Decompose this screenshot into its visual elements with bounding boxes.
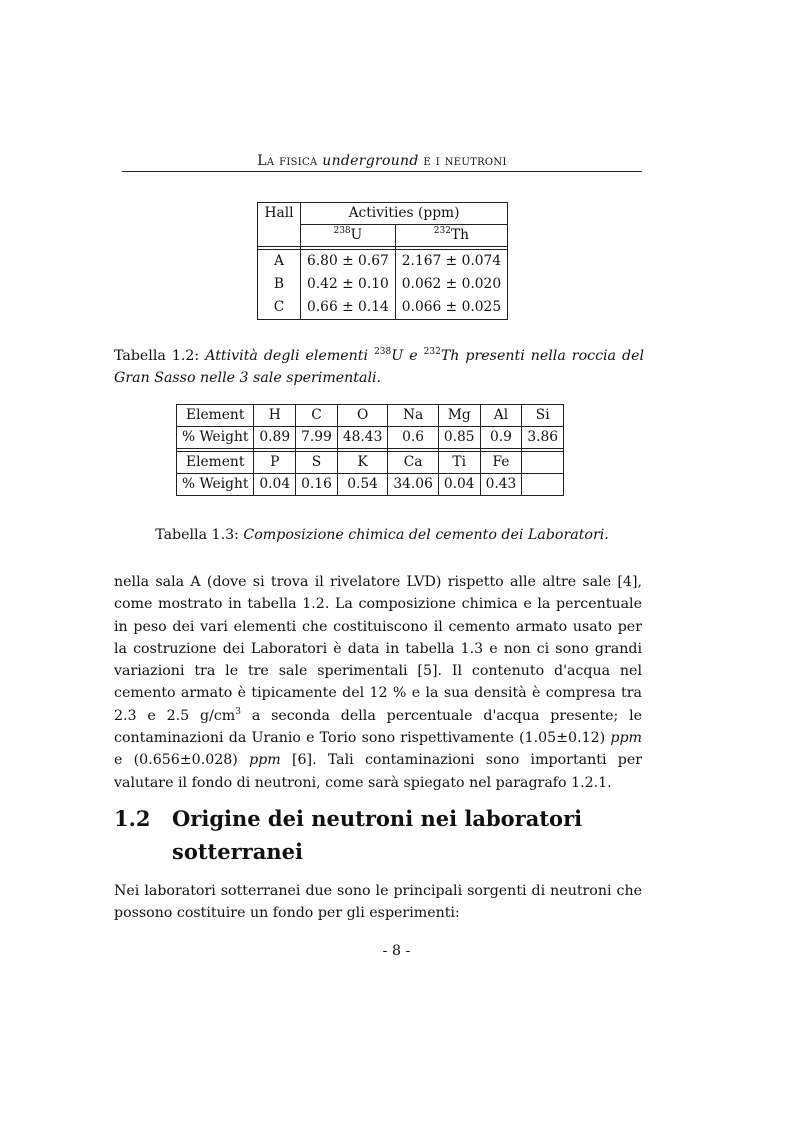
caption-table-1-3: [122, 524, 642, 546]
cell: 0.85: [438, 427, 480, 449]
table-row: [258, 250, 508, 274]
cell-hall: B: [258, 273, 301, 296]
cell-th: 2.167 ± 0.074: [395, 250, 507, 274]
cell: Na: [388, 405, 439, 427]
table-row: [258, 296, 508, 320]
cell-u: 0.42 ± 0.10: [301, 273, 396, 296]
table-row: [177, 474, 564, 496]
header-part-3: e i neutroni: [423, 153, 507, 169]
cell: 0.6: [388, 427, 439, 449]
cell: 3.86: [522, 427, 564, 449]
cell: H: [254, 405, 296, 427]
table-header-hall: Hall: [258, 203, 301, 247]
table-composition: [176, 404, 564, 496]
cell: Fe: [480, 452, 522, 474]
caption-label: Tabella 1.3:: [155, 527, 239, 543]
table-row: [177, 405, 564, 427]
cell: Si: [522, 405, 564, 427]
header-part-2: underground: [322, 153, 419, 169]
cell-u: 6.80 ± 0.67: [301, 250, 396, 274]
table-row: [177, 427, 564, 449]
cell: 0.16: [296, 474, 338, 496]
cell: 0.9: [480, 427, 522, 449]
section-title: Origine dei neutroni nei laboratori sotterranei: [172, 806, 583, 864]
page-number: - 8 -: [382, 943, 411, 959]
header-part-1: La fisica: [257, 153, 318, 169]
cell: Element: [177, 405, 254, 427]
cell-u: 0.66 ± 0.14: [301, 296, 396, 320]
cell: [522, 474, 564, 496]
cell: O: [337, 405, 388, 427]
cell: 0.89: [254, 427, 296, 449]
table-activities: [257, 202, 508, 320]
table-header-th: $^{232}$Th: [395, 225, 507, 247]
table-row: [258, 273, 508, 296]
caption-text: Composizione chimica del cemento dei Laboratori.: [243, 527, 609, 543]
cell: S: [296, 452, 338, 474]
cell: 48.43: [337, 427, 388, 449]
header-rule: [122, 171, 642, 172]
cell: [522, 452, 564, 474]
body-paragraph: nella sala A (dove si trova il rivelatore LVD) rispetto alle altre sale [4], come mostrato in tabella 1.2. La composizione chimica e la percentuale in peso dei vari elementi che costituiscono il cemento armato usato per la costruzione dei Laboratori è data in tabella 1.3 e non ci sono grandi variazioni tra le tre sale sperimentali [5]. Il contenuto d'acqua nel cemento armato è tipicamente del 12 % e la sua densità è compresa tra 2.3 e 2.5 $g/cm^3$ a seconda della percentuale d'acqua presente; le contaminazioni da Uranio e Torio sono rispettivamente (1.05±0.12) ppm e (0.656±0.028) ppm [6]. Tali contaminazioni sono importanti per valutare il fondo di neutroni, come sarà spiegato nel paragrafo 1.2.1.: [114, 574, 643, 791]
section-number: 1.2: [114, 806, 151, 831]
running-header: [122, 153, 642, 169]
cell: 0.43: [480, 474, 522, 496]
cell: 0.54: [337, 474, 388, 496]
cell-th: 0.066 ± 0.025: [395, 296, 507, 320]
caption-table-1-2: Tabella 1.2: Attività degli elementi $^{238}$U e $^{232}$Th presenti nella roccia del Gran Sasso nelle 3 sale sperimentali.: [114, 347, 645, 386]
table-header-u: $^{238}$U: [301, 225, 396, 247]
cell: Ti: [438, 452, 480, 474]
cell-hall: A: [258, 250, 301, 274]
table-row: [177, 452, 564, 474]
cell-hall: C: [258, 296, 301, 320]
cell: K: [337, 452, 388, 474]
cell: Ca: [388, 452, 439, 474]
table-header-activities: Activities (ppm): [301, 203, 508, 225]
body-paragraph: Nei laboratori sotterranei due sono le principali sorgenti di neutroni che possono costituire un fondo per gli esperimenti:: [114, 883, 642, 922]
cell: Mg: [438, 405, 480, 427]
cell: % Weight: [177, 427, 254, 449]
cell: Element: [177, 452, 254, 474]
cell-th: 0.062 ± 0.020: [395, 273, 507, 296]
cell: C: [296, 405, 338, 427]
cell: 7.99: [296, 427, 338, 449]
cell: % Weight: [177, 474, 254, 496]
cell: 0.04: [254, 474, 296, 496]
cell: 0.04: [438, 474, 480, 496]
cell: Al: [480, 405, 522, 427]
caption-label: Tabella 1.2:: [114, 348, 200, 364]
cell: 34.06: [388, 474, 439, 496]
cell: P: [254, 452, 296, 474]
